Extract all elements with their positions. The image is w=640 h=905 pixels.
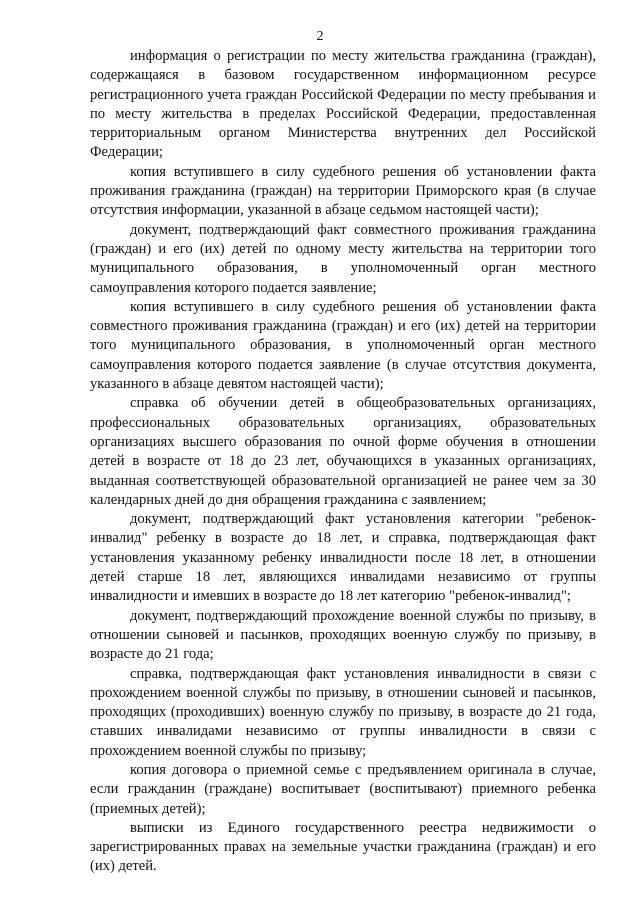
paragraph-education-certificate: справка об обучении детей в общеобразовательных организациях, профессиональных образовательных организациях, образовательных организациях высшего образования по очной форме обучения в отношении детей в возрасте от 18 до 23 лет, обучающихся в указанных организациях, выданная соответствующей образовательной организацией не ранее чем за 30 календарных дней до дня обращения гражданина с заявлением;: [90, 395, 596, 508]
page-number: 2: [316, 29, 324, 44]
paragraph-court-decision-residence: копия вступившего в силу судебного решения об установлении факта проживания гражданина (граждан) на территории Приморского края (в случае отсутствия информации, указанной в абзаце седьмом настоящей части);: [90, 163, 596, 219]
paragraph-disabled-child-document: документ, подтверждающий факт установления категории "ребенок-инвалид" ребенку в возрасте до 18 лет, и справка, подтверждающая факт установления указанному ребенку инвалидности после 18 лет, в отношении детей старше 18 лет, являющихся инвалидами независимо от группы инвалидности и имевших в возрасте до 18 лет категорию "ребенок-инвалид";: [90, 511, 596, 605]
paragraph-military-disability-certificate: справка, подтверждающая факт установления инвалидности в связи с прохождением военной службы по призыву, в отношении сыновей и пасынков, проходящих (проходивших) военную службу по призыву, в возрасте до 21 года, ставших инвалидами независимо от группы инвалидности в связи с прохождением военной службы по призыву;: [90, 665, 596, 759]
paragraph-registration-info: информация о регистрации по месту жительства гражданина (граждан), содержащаяся в базовом государственном информационном ресурсе регистрационного учета граждан Российской Федерации по месту пребывания и по месту жительства в пределах Российской Федерации, предоставленная территориальным органом Министерства внутренних дел Российской Федерации;: [90, 48, 596, 161]
paragraph-real-estate-extract: выписки из Единого государственного реестра недвижимости о зарегистрированных правах на земельные участки гражданина (граждан) и его (их) детей.: [90, 819, 596, 875]
paragraph-joint-residence-document: документ, подтверждающий факт совместного проживания гражданина (граждан) и его (их) детей по одному месту жительства на территории того муниципального образования, в уполномоченный орган местного самоуправления которого подается заявление;: [90, 221, 596, 296]
paragraph-foster-family-contract: копия договора о приемной семье с предъявлением оригинала в случае, если гражданин (граждане) воспитывает (воспитывают) приемного ребенка (приемных детей);: [90, 761, 596, 817]
paragraph-military-service-document: документ, подтверждающий прохождение военной службы по призыву, в отношении сыновей и пасынков, проходящих военную службу по призыву, в возрасте до 21 года;: [90, 607, 596, 663]
document-body: [90, 47, 596, 877]
paragraph-court-decision-joint-residence: копия вступившего в силу судебного решения об установлении факта совместного проживания гражданина (граждан) и его (их) детей на территории того муниципального образования, в уполномоченный орган местного самоуправления которого подается заявление (в случае отсутствия документа, указанного в абзаце девятом настоящей части);: [90, 298, 596, 393]
